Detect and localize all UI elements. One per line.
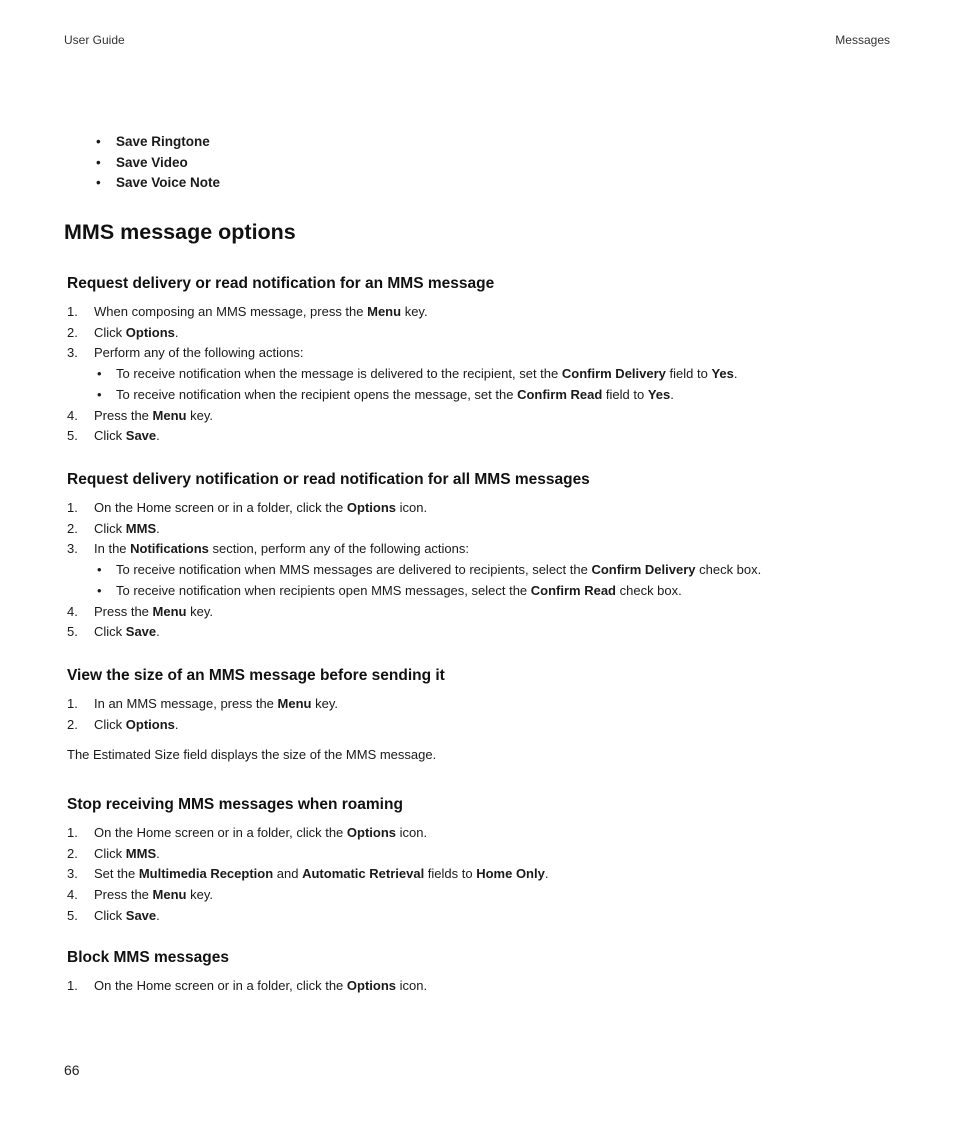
step-item: 3. In the Notifications section, perform any of the following actions: [67, 541, 470, 557]
steps-all-messages-notification [64, 498, 894, 643]
step-item: 5. Click Save. [67, 428, 160, 444]
step-item: 1. When composing an MMS message, press the Menu key. [67, 304, 428, 319]
step-item: 3. Perform any of the following actions: [67, 345, 304, 361]
list-item: • Save Video [64, 153, 220, 174]
list-item: • Save Ringtone [64, 132, 220, 153]
step-item: 2. Click Options. [67, 716, 179, 732]
step-item: 5. Click Save. [67, 624, 160, 640]
note-paragraph: The Estimated Size field displays the size of the MMS message. [67, 747, 437, 762]
page-number: 66 [64, 1062, 80, 1078]
step-item: 4. Press the Menu key. [67, 887, 213, 903]
step-item: 4. Press the Menu key. [67, 603, 213, 619]
subsection-title-stop-roaming: Stop receiving MMS messages when roaming [67, 796, 403, 813]
steps-request-notification [64, 302, 894, 447]
step-item: 1. On the Home screen or in a folder, click the Options icon. [67, 978, 428, 993]
subsection-title-view-size: View the size of an MMS message before sending it [67, 667, 445, 684]
step-item: 5. Click Save. [67, 907, 160, 923]
running-header-left: User Guide [64, 33, 125, 47]
steps-block-mms [64, 976, 894, 997]
step-item: 1. In an MMS message, press the Menu key. [67, 696, 338, 711]
step-item: 1. On the Home screen or in a folder, click the Options icon. [67, 500, 428, 515]
subsection-title-all-messages-notification: Request delivery notification or read notification for all MMS messages [67, 471, 590, 488]
sub-bullet-item: • To receive notification when MMS messages are delivered to recipients, select the Confirm Delivery check box. [64, 560, 894, 581]
step-item: 2. Click MMS. [67, 520, 160, 536]
step-item: 1. On the Home screen or in a folder, click the Options icon. [67, 825, 428, 840]
continued-bullet-list [64, 132, 220, 194]
running-header-right: Messages [835, 33, 890, 47]
steps-stop-roaming [64, 823, 894, 927]
subsection-title-request-notification: Request delivery or read notification for an MMS message [67, 275, 495, 292]
sub-bullet-item: • To receive notification when recipients open MMS messages, select the Confirm Read check box. [64, 581, 894, 602]
steps-view-size [64, 694, 894, 735]
list-item: • Save Voice Note [64, 173, 220, 194]
sub-bullet-item: • To receive notification when the message is delivered to the recipient, set the Confirm Delivery field to Yes. [64, 364, 894, 385]
step-item: 4. Press the Menu key. [67, 407, 213, 423]
subsection-title-block-mms: Block MMS messages [67, 949, 229, 966]
step-item: 3. Set the Multimedia Reception and Automatic Retrieval fields to Home Only. [67, 866, 549, 882]
sub-bullet-item: • To receive notification when the recipient opens the message, set the Confirm Read field to Yes. [64, 385, 894, 406]
section-title: MMS message options [64, 220, 296, 244]
step-item: 2. Click MMS. [67, 845, 160, 861]
step-item: 2. Click Options. [67, 324, 179, 340]
